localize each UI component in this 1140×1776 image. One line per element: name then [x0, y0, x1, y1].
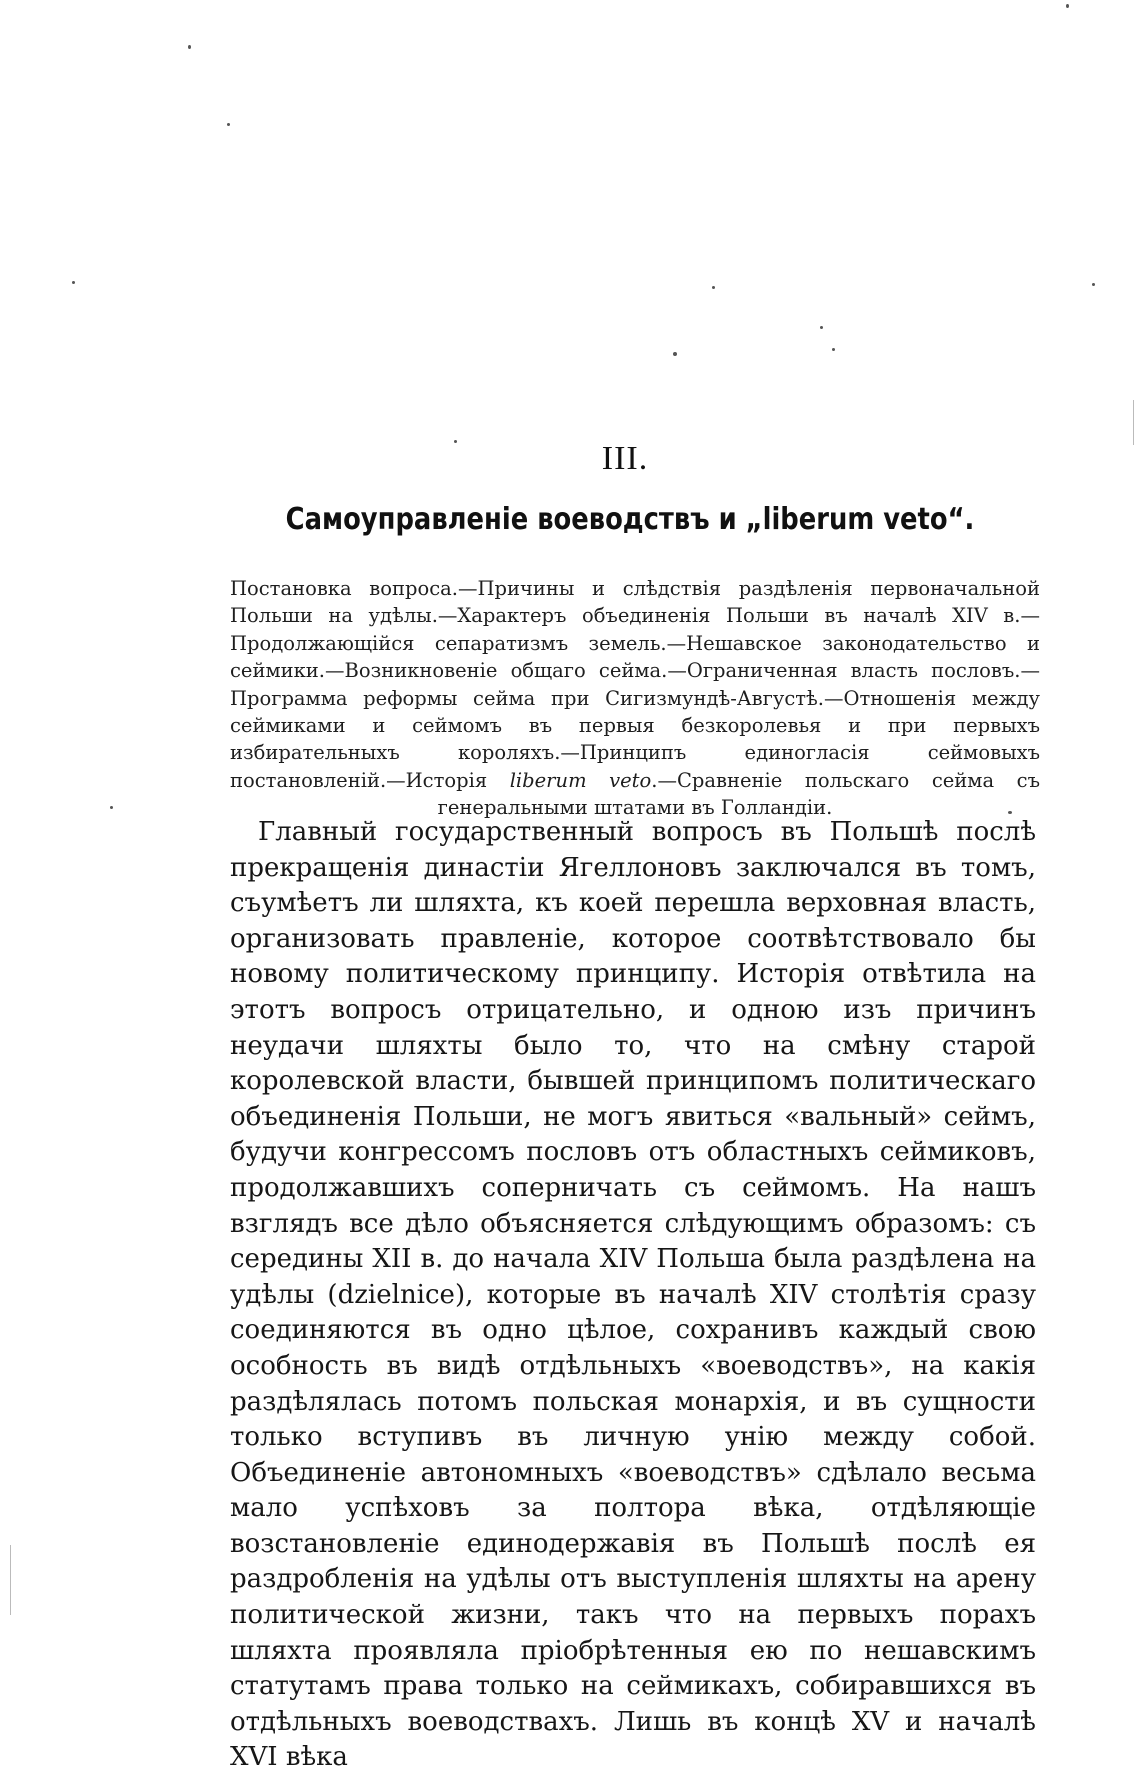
scan-speck — [110, 806, 113, 809]
scan-edge-line — [1133, 400, 1134, 445]
summary-italic-term: liberum veto — [509, 768, 652, 792]
scan-speck — [1008, 811, 1012, 814]
body-text — [230, 815, 1036, 1776]
chapter-summary — [230, 575, 1040, 822]
scan-edge-line — [10, 1545, 11, 1615]
scan-speck — [1066, 4, 1069, 8]
scan-speck — [673, 352, 677, 356]
chapter-number: III. — [601, 440, 649, 477]
scan-speck — [454, 440, 457, 443]
chapter-title: Самоуправленіе воеводствъ и „liberum veto“. — [285, 502, 975, 537]
summary-text-part2: .—Сравненіе польскаго сейма съ генеральными штатами въ Голландіи. — [437, 768, 1040, 820]
scan-speck — [227, 123, 230, 126]
scan-speck — [1092, 283, 1095, 286]
scan-speck — [712, 286, 715, 289]
scan-speck — [820, 326, 823, 329]
summary-text-part1: Постановка вопроса.—Причины и слѣдствія раздѣленія первоначальной Польши на удѣлы.—Характеръ объединенія Польши въ началѣ XIV в.—Продолжающійся сепаратизмъ земель.—Нешавское законодательство и сеймики.—Возникновеніе общаго сейма.—Ограниченная власть пословъ.—Программа реформы сейма при Сигизмундѣ-Августѣ.—Отношенія между сеймиками и сеймомъ въ первыя безкоролевья и при первыхъ избирательныхъ короляхъ.—Принципъ единогласія сеймовыхъ постановленій.—Исторія — [230, 577, 1040, 792]
scan-speck — [832, 348, 835, 351]
scan-speck — [72, 281, 75, 284]
body-paragraph: Главный государственный вопросъ въ Польшѣ послѣ прекращенія династіи Ягеллоновъ заключался въ томъ, съумѣетъ ли шляхта, къ коей перешла верховная власть, организовать правленіе, которое соотвѣтствовало бы новому политическому принципу. Исторія отвѣтила на этотъ вопросъ отрицательно, и одною изъ причинъ неудачи шляхты было то, что на смѣну старой королевской власти, бывшей принципомъ политическаго объединенія Польши, не могъ явиться «вальный» сеймъ, будучи конгрессомъ пословъ отъ областныхъ сеймиковъ, продолжавшихъ соперничать съ сеймомъ. На нашъ взглядъ все дѣло объясняется слѣдующимъ образомъ: съ середины XII в. до начала XIV Польша была раздѣлена на удѣлы (dzielnice), которые въ началѣ XIV столѣтія сразу соединяются въ одно цѣлое, сохранивъ каждый свою особность въ видѣ отдѣльныхъ «воеводствъ», на какія раздѣлялась потомъ польская монархія, и въ сущности только вступивъ въ личную унію между собой. Объединеніе автономныхъ «воеводствъ» сдѣлало весьма мало успѣховъ за полтора вѣка, отдѣляющіе возстановленіе единодержавія въ Польшѣ послѣ ея раздробленія на удѣлы отъ выступленія шляхты на арену политической жизни, такъ что на первыхъ порахъ шляхта проявляла пріобрѣтенныя ею по нешавскимъ статутамъ права только на сеймикахъ, собиравшихся въ отдѣльныхъ воеводствахъ. Лишь въ концѣ XV и началѣ XVI вѣка — [230, 817, 1036, 1773]
scan-speck — [188, 45, 191, 49]
